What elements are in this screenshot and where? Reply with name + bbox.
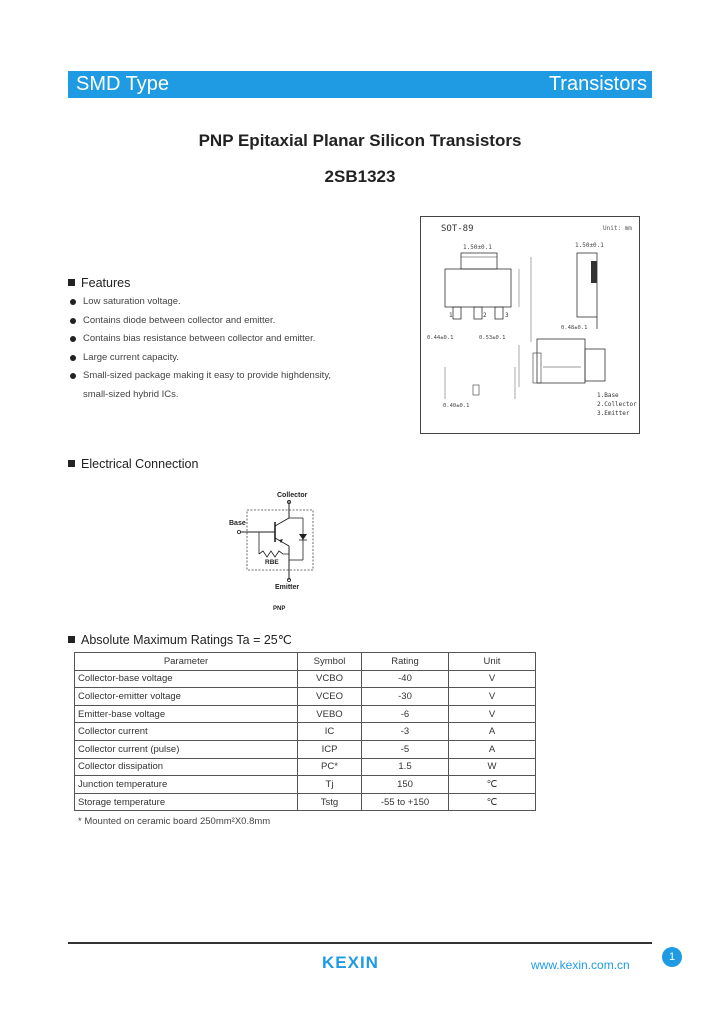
cell-symbol: ICP	[298, 740, 362, 758]
package-name: SOT-89	[441, 224, 474, 234]
cell-unit: V	[449, 688, 536, 706]
col-header-unit: Unit	[449, 653, 536, 671]
dim-right-width: 1.50±0.1	[575, 242, 604, 249]
list-item-continuation: small-sized hybrid ICs.	[83, 388, 179, 400]
cell-unit: ℃	[449, 793, 536, 811]
cell-parameter: Storage temperature	[75, 793, 298, 811]
dim-pin-a: 0.44±0.1	[427, 335, 454, 341]
dim-pin-c: 0.48±0.1	[561, 325, 588, 331]
cell-unit: A	[449, 740, 536, 758]
cell-symbol: PC*	[298, 758, 362, 776]
cell-rating: 150	[362, 776, 449, 794]
cell-unit: V	[449, 705, 536, 723]
cell-unit: A	[449, 723, 536, 741]
list-item: Contains diode between collector and emitter.	[70, 315, 390, 334]
resistor-icon	[259, 551, 289, 557]
header-product-type: Transistors	[548, 73, 647, 95]
label-rbe: RBE	[265, 559, 279, 566]
pin-label-3: 3	[505, 312, 509, 319]
list-item: Large current capacity.	[70, 352, 390, 371]
sot89-outline-drawing	[421, 217, 639, 433]
part-number: 2SB1323	[324, 167, 396, 186]
legend-base: 1.Base	[597, 392, 619, 399]
cell-rating: -55 to +150	[362, 793, 449, 811]
cell-parameter: Collector dissipation	[75, 758, 298, 776]
website-link[interactable]: www.kexin.com.cn	[531, 958, 630, 972]
pin-label-1: 1	[449, 312, 453, 319]
pin-2	[474, 307, 482, 319]
list-item: Small-sized package making it easy to provide highdensity,	[70, 370, 390, 389]
header-category: SMD Type	[76, 73, 169, 95]
table-row	[75, 740, 536, 758]
cell-unit: ℃	[449, 776, 536, 794]
cell-parameter: Collector-base voltage	[75, 670, 298, 688]
side-tab	[591, 261, 597, 283]
circuit-diagram	[225, 488, 325, 618]
package-unit: Unit: mm	[603, 225, 632, 232]
table-row	[75, 723, 536, 741]
company-logo: KEXIN	[322, 953, 379, 972]
cell-parameter: Collector current (pulse)	[75, 740, 298, 758]
bullet-dot-icon	[70, 373, 76, 379]
bullet-square-icon	[68, 279, 75, 286]
legend-emitter: 3.Emitter	[597, 410, 630, 417]
features-heading: Features	[68, 276, 130, 290]
list-item: Low saturation voltage.	[70, 296, 390, 315]
bullet-square-icon	[68, 460, 75, 467]
ratings-table	[74, 652, 536, 811]
cell-parameter: Junction temperature	[75, 776, 298, 794]
bullet-square-icon	[68, 636, 75, 643]
table-row	[75, 758, 536, 776]
cell-rating: -40	[362, 670, 449, 688]
features-list	[70, 296, 390, 407]
table-row	[75, 793, 536, 811]
cell-symbol: VEBO	[298, 705, 362, 723]
footprint-body	[537, 339, 585, 383]
dim-pin-d: 0.40±0.1	[443, 403, 470, 409]
cell-unit: V	[449, 670, 536, 688]
cell-parameter: Emitter-base voltage	[75, 705, 298, 723]
ratings-heading: Absolute Maximum Ratings Ta = 25℃	[68, 632, 292, 647]
cell-rating: -6	[362, 705, 449, 723]
label-emitter: Emitter	[275, 584, 300, 591]
page-title: PNP Epitaxial Planar Silicon Transistors	[198, 131, 522, 150]
electrical-heading: Electrical Connection	[68, 457, 198, 471]
footer-divider	[68, 942, 652, 944]
cell-rating: -3	[362, 723, 449, 741]
pin-label-2: 2	[483, 312, 487, 319]
ratings-footnote: * Mounted on ceramic board 250mm²X0.8mm	[78, 816, 271, 827]
header-bar	[68, 71, 652, 98]
label-base: Base	[229, 520, 246, 527]
cell-parameter: Collector-emitter voltage	[75, 688, 298, 706]
table-row	[75, 670, 536, 688]
pin-3	[495, 307, 503, 319]
bullet-dot-icon	[70, 299, 76, 305]
col-header-parameter: Parameter	[75, 653, 298, 671]
table-row	[75, 776, 536, 794]
label-collector: Collector	[277, 492, 308, 499]
bullet-dot-icon	[70, 318, 76, 324]
transistor-schematic	[225, 488, 325, 618]
cell-rating: 1.5	[362, 758, 449, 776]
cell-symbol: IC	[298, 723, 362, 741]
page-number-badge: 1	[662, 947, 682, 967]
package-tab	[461, 253, 497, 269]
cell-symbol: Tj	[298, 776, 362, 794]
label-type: PNP	[273, 606, 286, 612]
cell-rating: -30	[362, 688, 449, 706]
cell-symbol: Tstg	[298, 793, 362, 811]
diode-icon	[299, 534, 307, 540]
legend-collector: 2.Collector	[597, 401, 637, 408]
bullet-dot-icon	[70, 355, 76, 361]
cell-symbol: VCEO	[298, 688, 362, 706]
cell-unit: W	[449, 758, 536, 776]
table-row	[75, 688, 536, 706]
col-header-symbol: Symbol	[298, 653, 362, 671]
table-header-row	[75, 653, 536, 671]
cell-rating: -5	[362, 740, 449, 758]
cell-parameter: Collector current	[75, 723, 298, 741]
table-row	[75, 705, 536, 723]
col-header-rating: Rating	[362, 653, 449, 671]
package-drawing	[420, 216, 640, 434]
dim-pin-b: 0.53±0.1	[479, 335, 506, 341]
dim-top-width: 1.50±0.1	[463, 244, 492, 251]
bullet-dot-icon	[70, 336, 76, 342]
cell-symbol: VCBO	[298, 670, 362, 688]
pin-1	[453, 307, 461, 319]
list-item: Contains bias resistance between collector and emitter.	[70, 333, 390, 352]
package-body-top	[445, 269, 511, 307]
